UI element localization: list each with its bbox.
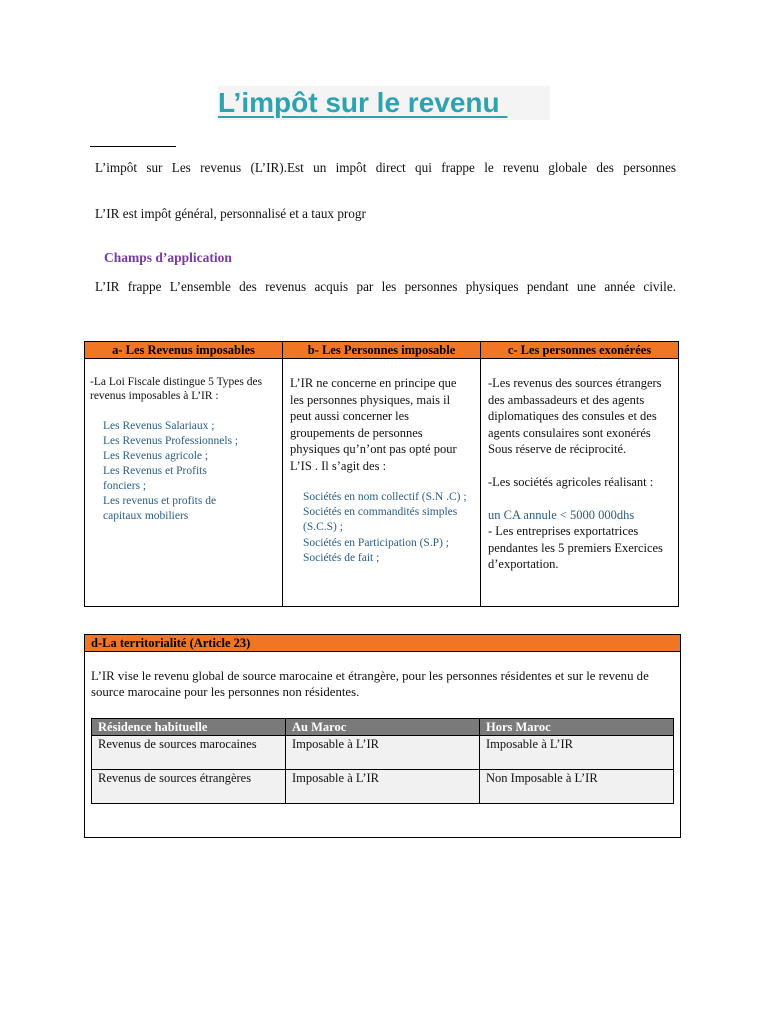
list-item: Les Revenus Professionnels ; bbox=[103, 435, 239, 447]
list-item: Les Revenus agricole ; bbox=[103, 450, 209, 462]
col-b-list bbox=[303, 490, 473, 566]
list-item: Sociétés de fait ; bbox=[303, 551, 380, 564]
table-cell: Revenus de sources étrangères bbox=[92, 770, 286, 804]
page-title: L’impôt sur le revenu bbox=[218, 87, 508, 118]
list-item: Les revenus et profits de capitaux mobiliers bbox=[103, 495, 217, 522]
intro-paragraph-2: L’IR est impôt général, personnalisé et a taux progr bbox=[95, 206, 366, 221]
header-revenus-imposables: a- Les Revenus imposables bbox=[85, 342, 282, 359]
list-item: Les Revenus Salariaux ; bbox=[103, 420, 215, 432]
list-item: Sociétés en nom collectif (S.N .C) ; bbox=[303, 491, 467, 503]
column-divider bbox=[480, 342, 481, 606]
table-cell: Imposable à L’IR bbox=[286, 736, 480, 770]
table-cell: Non Imposable à L’IR bbox=[480, 770, 674, 804]
header-personnes-imposable: b- Les Personnes imposable bbox=[283, 342, 480, 359]
column-header: Hors Maroc bbox=[480, 719, 674, 736]
table-cell: Revenus de sources marocaines bbox=[92, 736, 286, 770]
title-background bbox=[218, 86, 550, 120]
section-heading-champs: Champs d’application bbox=[104, 250, 232, 265]
list-item: Les Revenus et Profits fonciers ; bbox=[103, 465, 207, 492]
intro-paragraph-1: L’impôt sur Les revenus (L’IR).Est un impôt direct qui frappe le revenu globale des personnes bbox=[95, 160, 676, 175]
header-personnes-exonerees: c- Les personnes exonérées bbox=[481, 342, 678, 359]
divider bbox=[90, 146, 176, 147]
col-c-paragraph-1: -Les revenus des sources étrangers des ambassadeurs et des agents diplomatiques des consules et des agents consulaires sont exonérés Sous réserve de réciprocité. bbox=[488, 376, 662, 456]
list-item: Sociétés en Participation (S.P) ; bbox=[303, 536, 449, 549]
col-b-intro: L’IR ne concerne en principe que les personnes physiques, mais il peut aussi concerner les groupements de personnes physiques qu’n’ont pas opté pour L’IS . Il s’agit des : bbox=[290, 376, 457, 473]
territorialite-box bbox=[84, 634, 681, 838]
table-cell: Imposable à L’IR bbox=[286, 770, 480, 804]
column-header: Au Maroc bbox=[286, 719, 480, 736]
col-c-paragraph-2: -Les sociétés agricoles réalisant : bbox=[488, 475, 654, 489]
table-row bbox=[92, 736, 674, 770]
list-item: Sociétés en commandités simples (S.C.S) ; bbox=[303, 506, 458, 534]
territorialite-table bbox=[91, 718, 674, 804]
champs-paragraph: L’IR frappe L’ensemble des revenus acquis par les personnes physiques pendant une année civile. bbox=[95, 279, 676, 294]
col-c-paragraph-4: - Les entreprises exportatrices pendantes les 5 premiers Exercices d’exportation. bbox=[488, 524, 663, 571]
col-a-list bbox=[103, 419, 273, 524]
col-a-intro: -La Loi Fiscale distingue 5 Types des revenus imposables à L’IR : bbox=[90, 376, 263, 402]
column-header: Résidence habituelle bbox=[92, 719, 286, 736]
table-header-row bbox=[92, 719, 674, 736]
revenus-personnes-box bbox=[84, 341, 679, 607]
col-c-ca-threshold: un CA annule < 5000 000dhs bbox=[488, 508, 635, 522]
territorialite-paragraph: L’IR vise le revenu global de source marocaine et étrangère, pour les personnes résidentes et sur le revenu de source marocaine pour les personnes non résidentes. bbox=[91, 669, 649, 699]
table-row bbox=[92, 770, 674, 804]
header-territorialite: d-La territorialité (Article 23) bbox=[85, 635, 680, 652]
table-cell: Imposable à L’IR bbox=[480, 736, 674, 770]
column-divider bbox=[282, 342, 283, 606]
